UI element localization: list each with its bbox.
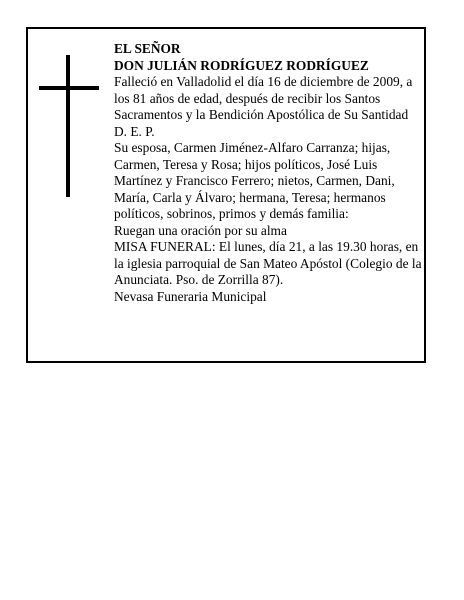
rip-abbreviation: D. E. P. (114, 123, 155, 139)
heading-title: EL SEÑOR (114, 41, 181, 56)
prayer-request: Ruegan una oración por su alma (114, 222, 287, 238)
cross-vertical-bar (66, 55, 70, 197)
death-statement: Falleció en Valladolid el día 16 de diciembre de 2009, a los 81 años de edad, después de recibir los Santos Sacramentos y la Bendición Apostólica de Su Santidad (114, 74, 413, 122)
deceased-name: DON JULIÁN RODRÍGUEZ RODRÍGUEZ (114, 57, 369, 73)
family-list: Su esposa, Carmen Jiménez-Alfaro Carranza; hijas, Carmen, Teresa y Rosa; hijos políticos, José Luis Martínez y Francisco Ferrero; nietos, Carmen, Dani, María, Carla y Álvaro; hermana, Teresa; hermanos políticos, sobrinos, primos y demás familia: (114, 140, 395, 221)
funeral-mass-details: MISA FUNERAL: El lunes, día 21, a las 19.30 horas, en la iglesia parroquial de San Mateo Apóstol (Colegio de la Anunciata. Pso. de Zorrilla 87). (114, 239, 422, 287)
obituary-notice (26, 27, 426, 363)
notice-text (114, 41, 426, 305)
cross-horizontal-bar (39, 86, 99, 90)
funeral-home: Nevasa Funeraria Municipal (114, 288, 267, 304)
